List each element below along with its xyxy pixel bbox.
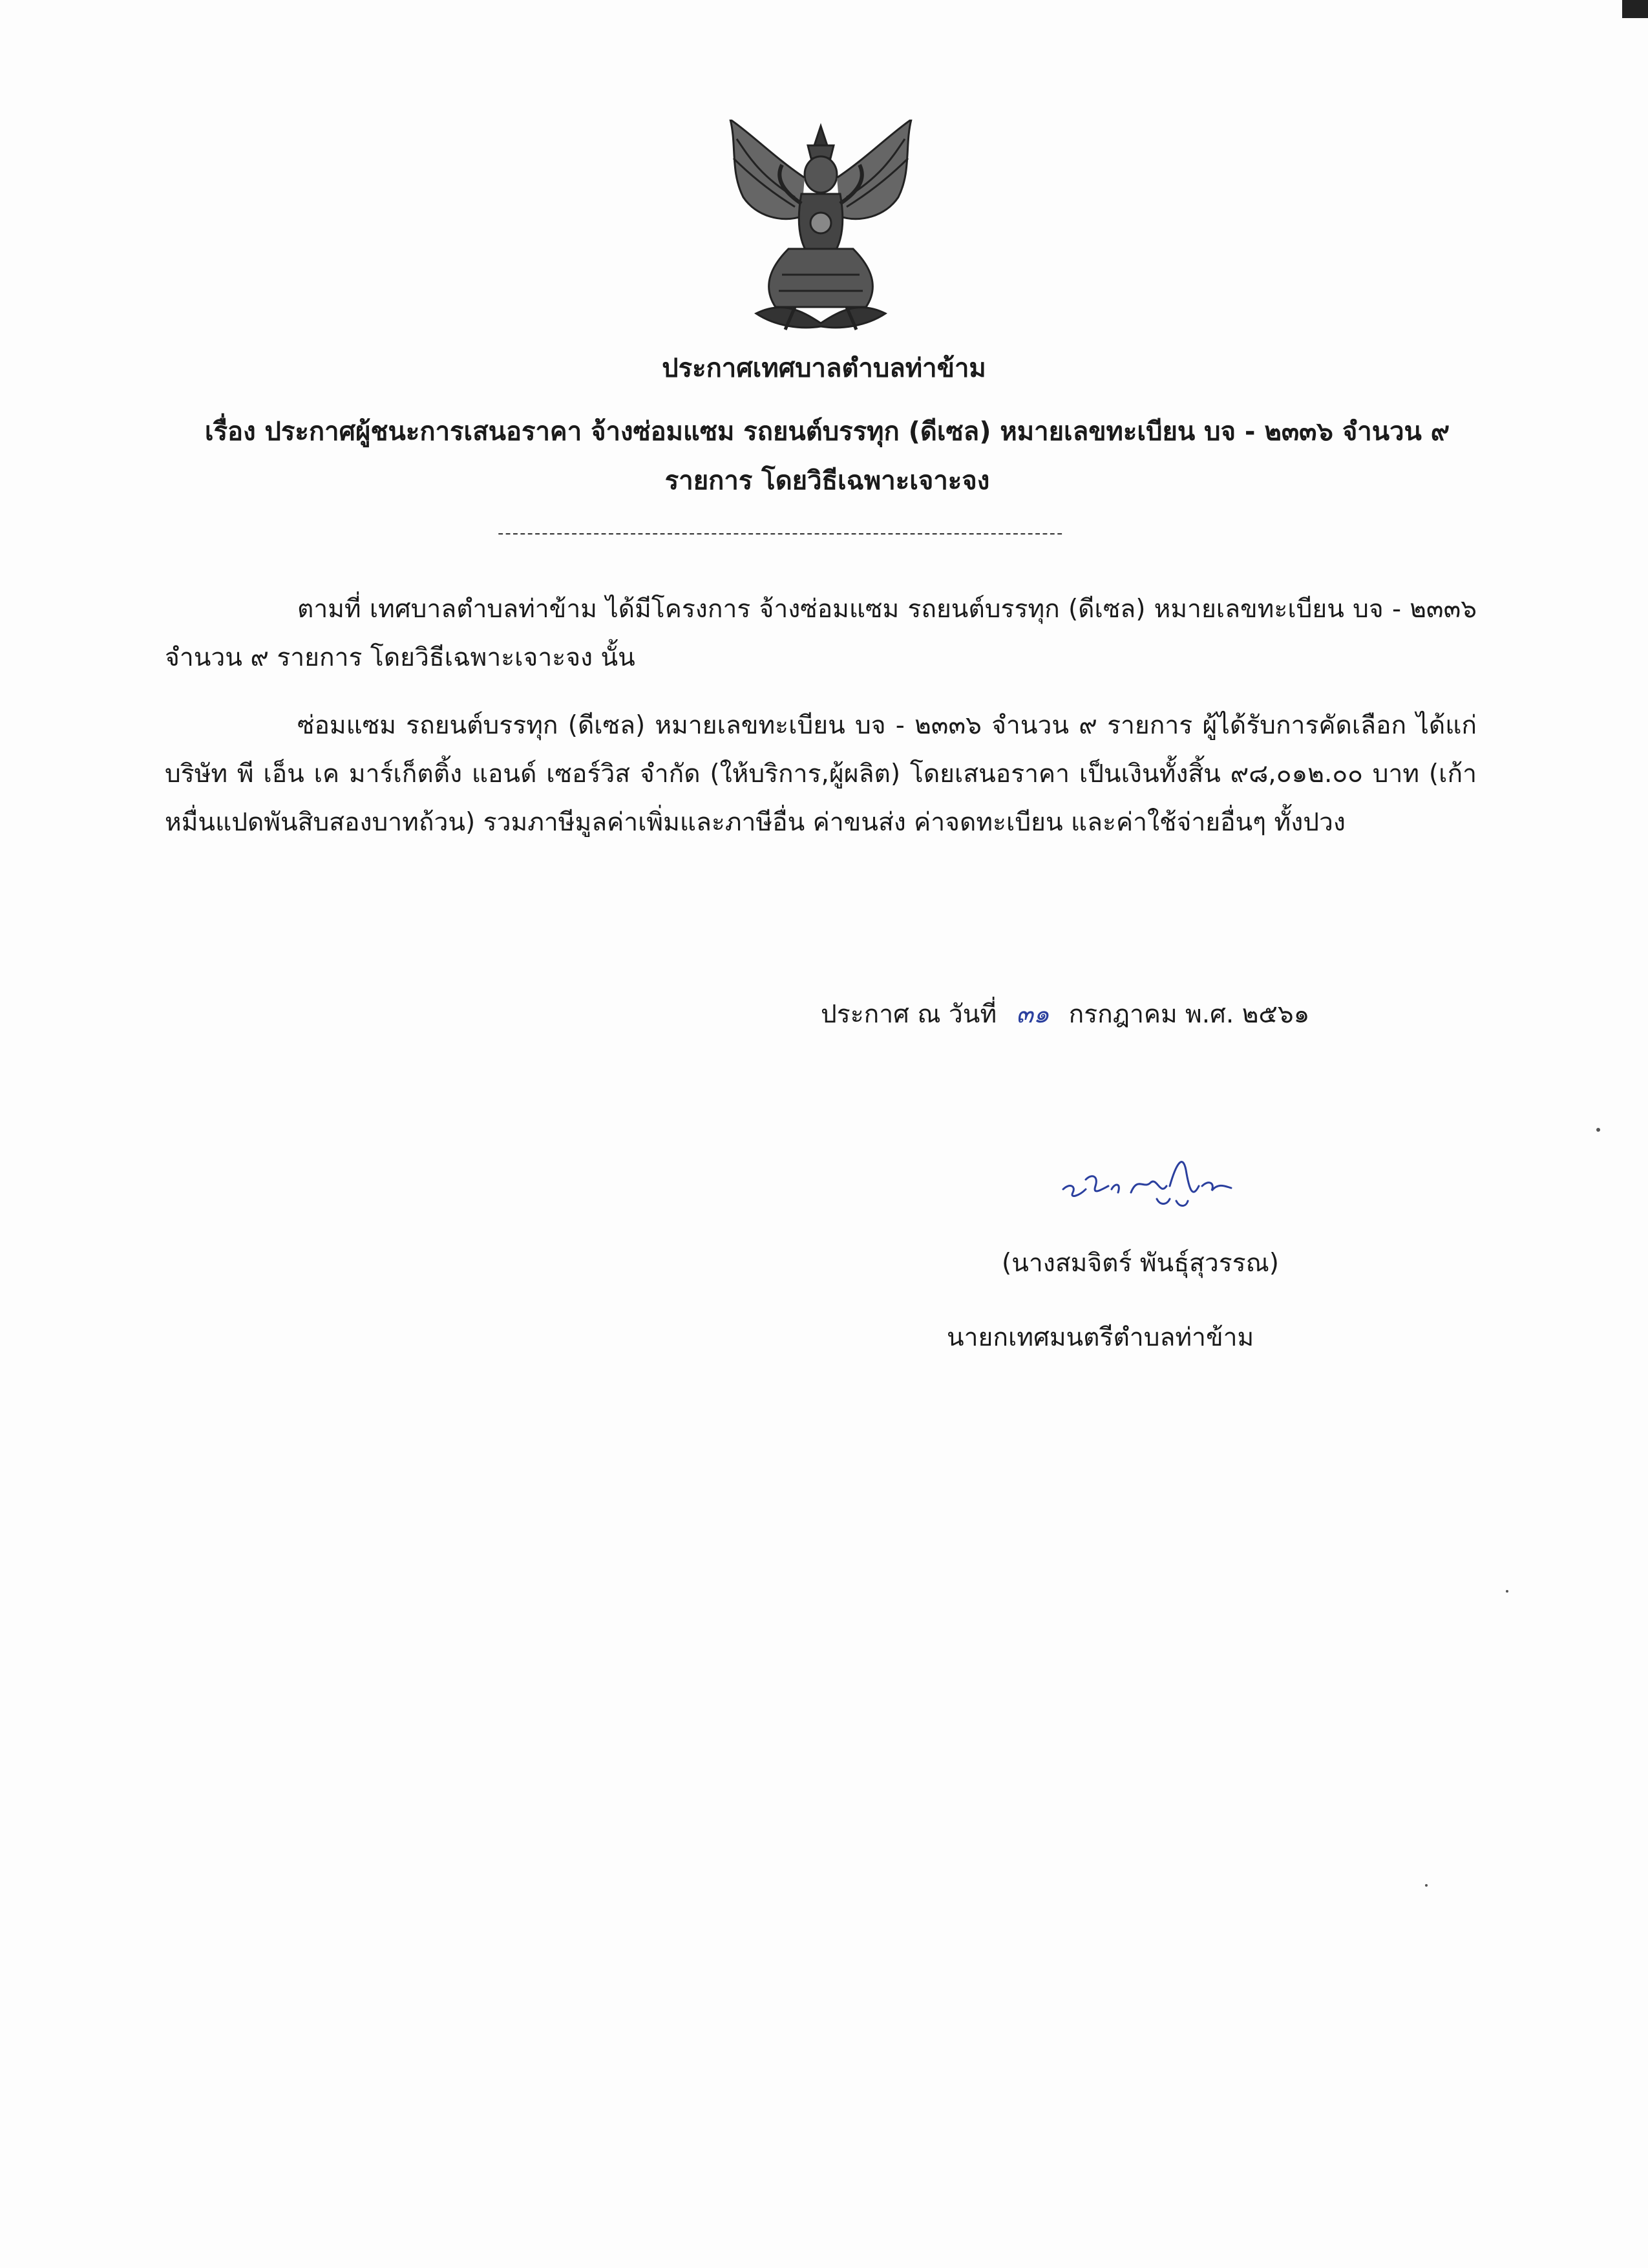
announcement-month-year: กรกฎาคม พ.ศ. ๒๕๖๑ <box>1068 1000 1310 1029</box>
paragraph-2 <box>165 701 1477 847</box>
garuda-emblem-icon <box>711 120 931 333</box>
document-title: ประกาศเทศบาลตำบลท่าข้าม <box>662 354 986 383</box>
document-subject: เรื่อง ประกาศผู้ชนะการเสนอราคา จ้างซ่อมแซม รถยนต์บรรทุก (ดีเซล) หมายเลขทะเบียน บจ - ๒๓๓๖ จำนวน ๙ รายการ โดยวิธีเฉพาะเจาะจง <box>204 417 1450 496</box>
paragraph-1 <box>165 585 1477 682</box>
scan-speck <box>1596 1128 1600 1132</box>
handwritten-day: ๓๑ <box>1016 1000 1050 1029</box>
scan-speck <box>1425 1884 1428 1887</box>
paragraph-1-text: ตามที่ เทศบาลตำบลท่าข้าม ได้มีโครงการ จ้างซ่อมแซม รถยนต์บรรทุก (ดีเซล) หมายเลขทะเบียน บจ - ๒๓๓๖ จำนวน ๙ รายการ โดยวิธีเฉพาะเจาะจง นั้น <box>165 595 1477 672</box>
separator-line: ----------------------------------------------------------------------------- <box>498 524 1064 543</box>
signer-position: นายกเทศมนตรีตำบลท่าข้าม <box>947 1323 1254 1352</box>
announcement-prefix: ประกาศ ณ วันที่ <box>821 1000 997 1029</box>
scan-speck <box>1506 1590 1508 1593</box>
scan-edge-mark <box>1622 0 1648 18</box>
handwritten-signature-icon <box>1060 1150 1273 1222</box>
announcement-date <box>821 995 1309 1034</box>
signer-name: (นางสมจิตร์ พันธุ์สุวรรณ) <box>1002 1249 1280 1278</box>
paragraph-2-text: ซ่อมแซม รถยนต์บรรทุก (ดีเซล) หมายเลขทะเบียน บจ - ๒๓๓๖ จำนวน ๙ รายการ ผู้ได้รับการคัดเลือก ได้แก่ บริษัท พี เอ็น เค มาร์เก็ตติ้ง แอนด์ เซอร์วิส จำกัด (ให้บริการ,ผู้ผลิต) โดยเสนอราคา เป็นเงินทั้งสิ้น ๙๘,๐๑๒.๐๐ บาท (เก้าหมื่นแปดพันสิบสองบาทถ้วน) รวมภาษีมูลค่าเพิ่มและภาษีอื่น ค่าขนส่ง ค่าจดทะเบียน และค่าใช้จ่ายอื่นๆ ทั้งปวง <box>165 711 1477 837</box>
